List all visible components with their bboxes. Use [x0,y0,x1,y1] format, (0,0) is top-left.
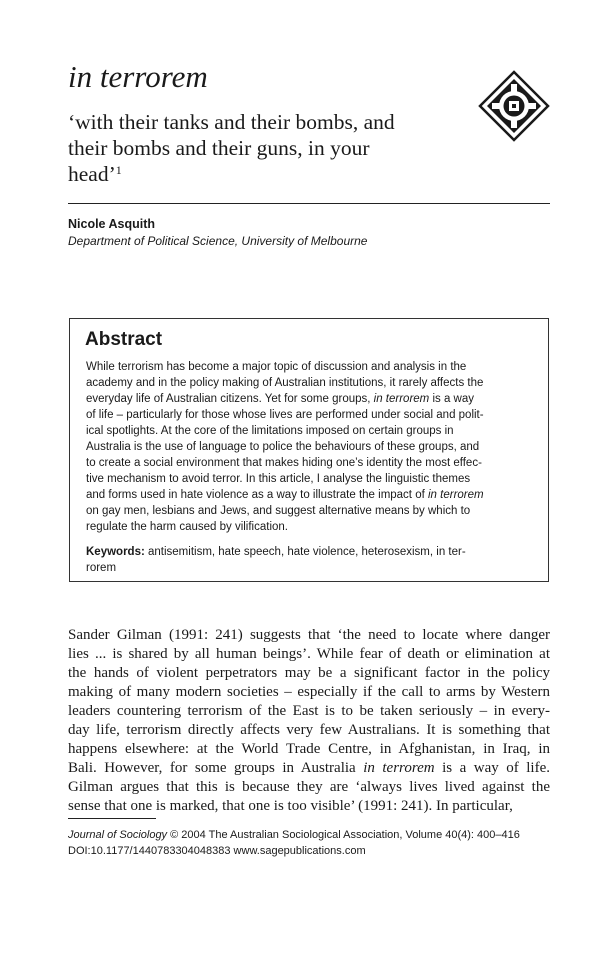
keywords-label: Keywords: [86,546,145,558]
abstract-line: tive mechanism to avoid terror. In this article, I analyse the linguistic themes [86,473,471,485]
abstract-italic-term: in terrorem [373,393,430,405]
subtitle-line: ‘with their tanks and their bombs, and [68,110,395,134]
keywords-line: Keywords: antisemitism, hate speech, hate violence, heterosexism, in ter- [86,546,466,558]
body-line: happens elsewhere: at the World Trade Centre, in Afghanistan, in Iraq, in [68,741,550,757]
subtitle-line: head’ [68,162,116,186]
footer-doi: DOI:10.1177/1440783304048383 www.sagepublications.com [68,845,366,857]
publisher-diamond-logo-icon [478,70,550,142]
author-name: Nicole Asquith [68,217,156,231]
abstract-line: everyday life of Australian citizens. Yet for some groups, in terrorem is a way [86,393,475,405]
body-line: day life, terrorism directly affects very few Australians. It is something that [68,722,550,738]
journal-name: Journal of Sociology [68,829,168,841]
subtitle-line: their bombs and their guns, in your [68,136,370,160]
body-italic-term: in terrorem [363,760,435,776]
abstract-heading: Abstract [85,329,163,350]
abstract-line: on gay men, lesbians and Jews, and suggest alternative means by which to [86,505,471,517]
abstract-line: While terrorism has become a major topic of discussion and analysis in the [86,361,467,373]
footer-divider [68,818,156,819]
abstract-line: ical spotlights. At the core of the limitations imposed on certain groups in [86,425,454,437]
title-divider [68,203,550,204]
body-line: the hands of violent perpetrators may be a significant factor in the policy [68,665,550,681]
body-line: lies ... is shared by all human beings’. While fear of death or elimination at [68,646,550,662]
abstract-line: regulate the harm caused by vilification. [86,521,288,533]
footer-citation: Journal of Sociology © 2004 The Australian Sociological Association, Volume 40(4): 400–416 [68,829,520,841]
footnote-marker: 1 [115,163,122,177]
abstract-box [69,318,549,582]
body-line: Sander Gilman (1991: 241) suggests that ‘the need to locate where danger [68,627,550,643]
abstract-line: and forms used in hate violence as a way to illustrate the impact of in terrorem [86,489,484,501]
abstract-line: Australia is the use of language to police the behaviours of these groups, and [86,441,480,453]
abstract-line: of life – particularly for those whose lives are performed under social and polit- [86,409,484,421]
abstract-line: academy and in the policy making of Australian institutions, it rarely affects the [86,377,484,389]
article-title: in terrorem [68,59,208,94]
keywords-line: rorem [86,562,117,574]
article-subtitle [68,109,468,187]
author-affiliation: Department of Political Science, University of Melbourne [68,234,368,248]
body-line: Bali. However, for some groups in Australia in terrorem is a way of life. [68,760,550,776]
body-line: sense that one is marked, that one is too visible’ (1991: 241). In particular, [68,798,513,814]
body-line: making of many modern societies – especially if the call to arms by Western [68,684,550,700]
abstract-italic-term: in terrorem [428,489,484,501]
body-line: leaders countering terrorism of the East is to be taken seriously – in every- [68,703,550,719]
body-line: Gilman argues that this is because they are ‘always lives lived against the [68,779,550,795]
abstract-line: to create a social environment that makes hiding one’s identity the most effec- [86,457,482,469]
